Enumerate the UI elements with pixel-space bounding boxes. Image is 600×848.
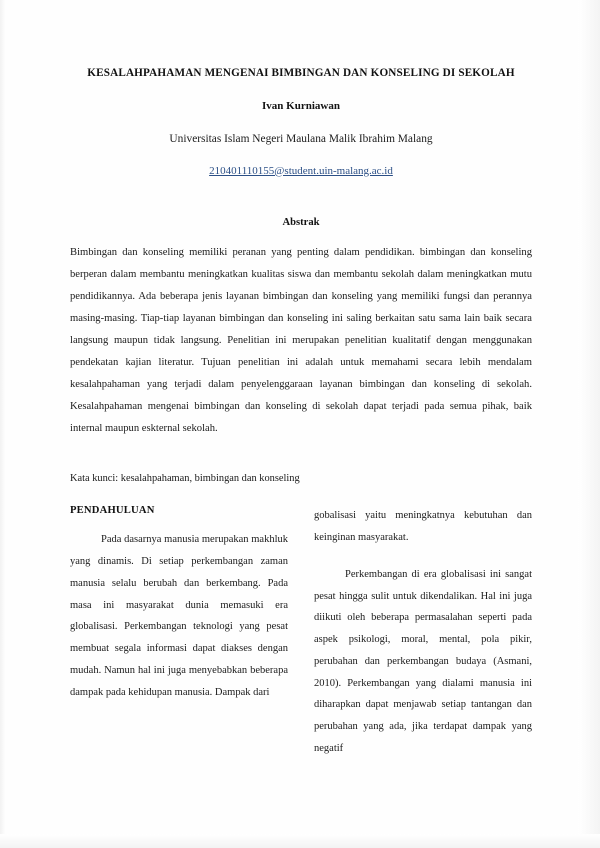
author-email-line bbox=[70, 165, 532, 177]
author-email-link[interactable]: 210401110155@student.uin-malang.ac.id bbox=[209, 164, 393, 177]
page-edge-bottom-shading bbox=[0, 834, 600, 848]
body-paragraph: Perkembangan di era globalisasi ini sangat pesat hingga sulit untuk dikendalikan. Hal ini juga diikuti oleh beberapa permasalahan seperti pada aspek psikologi, moral, mental, pola pikir, perubahan dan perkembangan budaya (Asmani, 2010). Perkembangan yang dialami manusia ini diharapkan dapat menjawab setiap tantangan dan perubahan yang ada, jika terdapat dampak yang negatif bbox=[314, 568, 532, 754]
body-paragraph: Pada dasarnya manusia merupakan makhluk yang dinamis. Di setiap perkembangan zaman manusia selalu berubah dan berkembang. Pada masa ini masyarakat dunia memasuki era globalisasi. Perkembangan teknologi yang pesat membuat segala informasi dapat diakses dengan mudah. Namun hal ini juga menyebabkan beberapa dampak pada kehidupan manusia. Dampak dari bbox=[70, 534, 288, 698]
page-edge-left-shading bbox=[0, 0, 6, 848]
page-edge-right-shading bbox=[578, 0, 600, 848]
body-column-right bbox=[314, 505, 532, 759]
two-column-body bbox=[70, 505, 532, 759]
abstract-heading: Abstrak bbox=[282, 216, 320, 228]
page-content bbox=[70, 0, 532, 760]
abstract-body: Bimbingan dan konseling memiliki peranan yang penting dalam pendidikan. bimbingan dan konseling berperan dalam membantu meningkatkan kualitas siswa dan membantu sekolah dalam meningkatkan mutu pendidikannya. Ada beberapa jenis layanan bimbingan dan konseling yang memiliki fungsi dan perannya masing-masing. Tiap-tiap layanan bimbingan dan konseling ini saling berkaitan satu sama lain baik secara langsung maupun tidak langsung. Penelitian ini merupakan penelitian kualitatif dengan menggunakan pendekatan kajian literatur. Tujuan penelitian ini adalah untuk memahami secara lebih mendalam kesalahpahaman yang terjadi dalam penyelenggaraan layanan bimbingan dan konseling di sekolah. Kesalahpahaman mengenai bimbingan dan konseling di sekolah dapat terjadi pada semua pihak, baik internal maupun eskternal sekolah. bbox=[70, 246, 532, 434]
author-affiliation: Universitas Islam Negeri Maulana Malik Ibrahim Malang bbox=[169, 132, 433, 145]
paper-title: KESALAHPAHAMAN MENGENAI BIMBINGAN DAN KONSELING DI SEKOLAH bbox=[87, 67, 515, 79]
author-name: Ivan Kurniawan bbox=[262, 99, 340, 112]
body-column-left bbox=[70, 505, 288, 703]
body-paragraph: gobalisasi yaitu meningkatnya kebutuhan dan keinginan masyarakat. bbox=[314, 510, 532, 544]
section-heading-pendahuluan: PENDAHULUAN bbox=[70, 505, 155, 517]
keywords-line: Kata kunci: kesalahpahaman, bimbingan dan konseling bbox=[70, 472, 300, 484]
